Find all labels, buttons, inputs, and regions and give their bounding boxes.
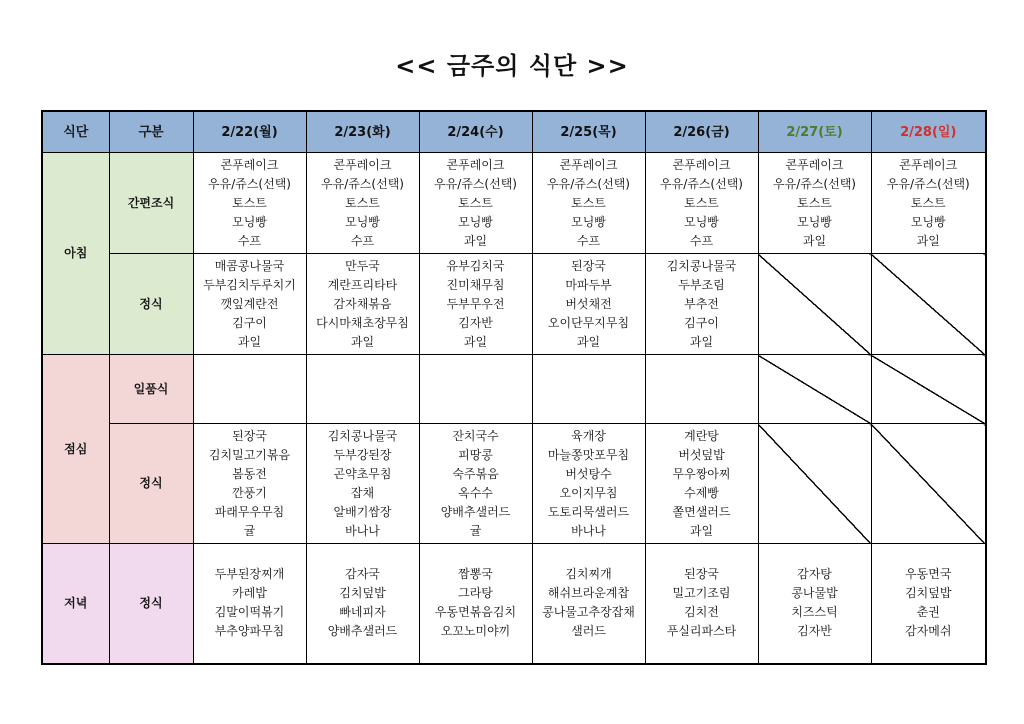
menu-cell xyxy=(758,544,871,664)
menu-item: 우유/쥬스(선택) xyxy=(434,176,517,191)
header-day: 2/22(월) xyxy=(193,111,306,153)
menu-item: 모닝빵 xyxy=(910,214,946,229)
menu-item: 치즈스틱 xyxy=(791,605,838,620)
row-breakfast-set xyxy=(42,254,986,355)
row-breakfast-simple xyxy=(42,153,986,254)
menu-item: 김치찌개 xyxy=(565,567,612,582)
menu-item: 과일 xyxy=(689,334,714,349)
menu-item: 콩나물고추장잡채 xyxy=(542,605,635,620)
menu-item: 짬뽕국 xyxy=(458,567,493,582)
meal-breakfast: 아침 xyxy=(42,153,109,355)
menu-item: 토스트 xyxy=(797,195,832,210)
menu-item: 우유/쥬스(선택) xyxy=(660,176,743,191)
menu-item: 계란탕 xyxy=(684,428,719,443)
menu-item: 두부조림 xyxy=(678,277,725,292)
menu-cell xyxy=(532,153,645,254)
menu-item: 그라탕 xyxy=(458,586,493,601)
menu-item: 진미채무침 xyxy=(446,277,505,292)
menu-item: 모닝빵 xyxy=(232,214,267,229)
menu-item: 버섯덮밥 xyxy=(678,447,725,462)
menu-cell-empty xyxy=(758,355,871,424)
menu-item-list xyxy=(646,565,758,641)
menu-item: 토스트 xyxy=(571,195,606,210)
menu-item: 양배추샐러드 xyxy=(327,624,398,639)
menu-item: 감자메쉬 xyxy=(905,624,952,639)
menu-item: 토스트 xyxy=(232,195,267,210)
menu-item: 오이지무침 xyxy=(559,485,618,500)
menu-item-list xyxy=(759,156,871,251)
menu-item-list xyxy=(420,565,532,641)
menu-item: 매콤콩나물국 xyxy=(214,258,285,273)
menu-item: 우동면국 xyxy=(905,567,952,582)
menu-item: 과일 xyxy=(237,334,262,349)
menu-item-list xyxy=(646,257,758,352)
menu-item-list xyxy=(194,427,306,541)
header-day: 2/24(수) xyxy=(419,111,532,153)
menu-item: 두부강된장 xyxy=(333,447,392,462)
menu-cell xyxy=(419,544,532,664)
menu-cell xyxy=(306,424,419,544)
menu-item: 모닝빵 xyxy=(458,214,493,229)
menu-cell xyxy=(193,424,306,544)
menu-item: 두부된장찌개 xyxy=(214,567,285,582)
menu-cell xyxy=(532,355,645,424)
menu-item: 토스트 xyxy=(345,195,380,210)
category-cell: 정식 xyxy=(109,254,193,355)
menu-item: 우동면볶음김치 xyxy=(434,605,517,620)
menu-item: 잡채 xyxy=(350,485,375,500)
menu-item: 된장국 xyxy=(232,428,267,443)
menu-item: 과일 xyxy=(802,233,827,248)
menu-item: 김치밀고기볶음 xyxy=(208,447,291,462)
menu-item-list xyxy=(307,257,419,352)
menu-cell xyxy=(306,254,419,355)
menu-item: 오꼬노미야끼 xyxy=(440,624,511,639)
menu-item: 과일 xyxy=(689,523,714,538)
menu-item: 우유/쥬스(선택) xyxy=(321,176,404,191)
row-dinner-set xyxy=(42,544,986,664)
menu-item: 밀고기조림 xyxy=(672,586,731,601)
menu-item: 피땅콩 xyxy=(458,447,493,462)
menu-item: 모닝빵 xyxy=(684,214,719,229)
menu-item: 김구이 xyxy=(232,315,267,330)
menu-cell xyxy=(645,254,758,355)
menu-item: 계란프리타타 xyxy=(327,277,398,292)
menu-item: 김치전 xyxy=(684,605,719,620)
menu-item: 김치콩나물국 xyxy=(327,428,398,443)
menu-cell xyxy=(306,355,419,424)
menu-item: 수프 xyxy=(237,233,262,248)
menu-item: 양배추샐러드 xyxy=(440,504,511,519)
menu-item-list xyxy=(872,565,986,641)
menu-item: 김치콩나물국 xyxy=(666,258,737,273)
menu-item-list xyxy=(194,156,306,251)
menu-item: 된장국 xyxy=(684,567,719,582)
menu-item: 귤 xyxy=(469,523,482,538)
menu-item: 김말이떡볶기 xyxy=(214,605,285,620)
menu-item: 수제빵 xyxy=(684,485,719,500)
menu-cell-empty xyxy=(871,424,986,544)
menu-item: 콘푸레이크 xyxy=(446,157,505,172)
menu-cell-empty xyxy=(871,355,986,424)
header-day: 2/23(화) xyxy=(306,111,419,153)
header-row xyxy=(42,111,986,153)
header-meal: 식단 xyxy=(42,111,109,153)
menu-item: 김구이 xyxy=(684,315,719,330)
weekly-menu-table xyxy=(41,110,987,665)
menu-cell xyxy=(532,544,645,664)
menu-item: 숙주볶음 xyxy=(452,466,499,481)
menu-item: 부추전 xyxy=(684,296,719,311)
menu-item-list xyxy=(420,427,532,541)
menu-item: 오이단무지무침 xyxy=(547,315,630,330)
menu-item-list xyxy=(533,427,645,541)
menu-item: 콘푸레이크 xyxy=(785,157,844,172)
menu-item: 우유/쥬스(선택) xyxy=(773,176,856,191)
menu-item: 된장국 xyxy=(571,258,606,273)
menu-item: 카레밥 xyxy=(232,586,267,601)
menu-item: 쫄면샐러드 xyxy=(672,504,731,519)
menu-item: 과일 xyxy=(463,334,488,349)
menu-cell-empty xyxy=(871,254,986,355)
menu-item: 마늘쫑맛포무침 xyxy=(547,447,630,462)
menu-item: 모닝빵 xyxy=(571,214,606,229)
menu-item: 토스트 xyxy=(458,195,493,210)
menu-cell xyxy=(645,544,758,664)
menu-item: 김치덮밥 xyxy=(339,586,386,601)
menu-item: 수프 xyxy=(350,233,375,248)
category-cell: 정식 xyxy=(109,544,193,664)
menu-item: 파래무우무침 xyxy=(214,504,285,519)
menu-cell xyxy=(532,424,645,544)
menu-item: 무우짱아찌 xyxy=(672,466,731,481)
menu-item: 잔치국수 xyxy=(452,428,499,443)
menu-item: 육개장 xyxy=(571,428,606,443)
menu-item: 콘푸레이크 xyxy=(220,157,279,172)
menu-item: 김자반 xyxy=(797,624,832,639)
menu-item: 콘푸레이크 xyxy=(559,157,618,172)
menu-item-list xyxy=(646,427,758,541)
menu-item: 옥수수 xyxy=(458,485,493,500)
menu-cell xyxy=(532,254,645,355)
menu-item: 곤약초무침 xyxy=(333,466,392,481)
menu-item-list xyxy=(307,565,419,641)
menu-item-list xyxy=(759,565,871,641)
menu-item: 버섯채전 xyxy=(565,296,612,311)
menu-cell xyxy=(758,153,871,254)
menu-item: 감자탕 xyxy=(797,567,832,582)
menu-cell xyxy=(193,254,306,355)
menu-item: 토스트 xyxy=(684,195,719,210)
menu-item: 과일 xyxy=(576,334,601,349)
menu-cell xyxy=(645,424,758,544)
menu-item: 다시마채초장무침 xyxy=(316,315,409,330)
menu-item-list xyxy=(307,156,419,251)
menu-item: 도토리묵샐러드 xyxy=(547,504,630,519)
menu-cell xyxy=(193,544,306,664)
menu-item: 두부김치두루치기 xyxy=(203,277,296,292)
menu-item: 우유/쥬스(선택) xyxy=(208,176,291,191)
menu-item: 깻잎계란전 xyxy=(220,296,279,311)
menu-item-list xyxy=(533,565,645,641)
category-cell: 일품식 xyxy=(109,355,193,424)
menu-item: 두부무우전 xyxy=(446,296,505,311)
menu-item: 토스트 xyxy=(910,195,946,210)
menu-item: 과일 xyxy=(916,233,940,248)
menu-cell xyxy=(419,355,532,424)
menu-item-list xyxy=(194,257,306,352)
menu-item: 우유/쥬스(선택) xyxy=(547,176,630,191)
header-day: 2/26(금) xyxy=(645,111,758,153)
meal-dinner: 저녁 xyxy=(42,544,109,664)
menu-item: 해쉬브라운계찹 xyxy=(547,586,630,601)
menu-item: 모닝빵 xyxy=(797,214,832,229)
menu-cell xyxy=(193,355,306,424)
menu-item-list xyxy=(194,565,306,641)
menu-item: 수프 xyxy=(689,233,714,248)
menu-item: 귤 xyxy=(243,523,256,538)
menu-item: 버섯탕수 xyxy=(565,466,612,481)
menu-item: 콩나물밥 xyxy=(791,586,838,601)
menu-item-list xyxy=(533,156,645,251)
menu-cell-empty xyxy=(758,254,871,355)
category-cell: 정식 xyxy=(109,424,193,544)
menu-cell xyxy=(645,153,758,254)
menu-item: 유부김치국 xyxy=(446,258,505,273)
menu-item: 빠네피자 xyxy=(339,605,386,620)
menu-item-list xyxy=(307,427,419,541)
menu-item: 모닝빵 xyxy=(345,214,380,229)
menu-item-list xyxy=(646,156,758,251)
menu-item: 봄동전 xyxy=(232,466,267,481)
menu-cell xyxy=(306,153,419,254)
menu-item-list xyxy=(872,156,986,251)
menu-item-list xyxy=(420,257,532,352)
meal-lunch: 점심 xyxy=(42,355,109,544)
page-title: << 금주의 식단 >> xyxy=(395,52,629,80)
menu-item: 춘권 xyxy=(916,605,940,620)
header-day: 2/25(목) xyxy=(532,111,645,153)
menu-item: 콘푸레이크 xyxy=(672,157,731,172)
menu-item: 감자채볶음 xyxy=(333,296,392,311)
menu-item: 깐풍기 xyxy=(232,485,267,500)
menu-item: 콘푸레이크 xyxy=(333,157,392,172)
menu-cell xyxy=(419,424,532,544)
menu-item: 바나나 xyxy=(571,523,606,538)
menu-cell-empty xyxy=(758,424,871,544)
menu-item: 바나나 xyxy=(345,523,380,538)
menu-cell xyxy=(871,544,986,664)
menu-item: 콘푸레이크 xyxy=(899,157,958,172)
menu-item-list xyxy=(533,257,645,352)
menu-cell xyxy=(193,153,306,254)
menu-cell xyxy=(645,355,758,424)
menu-item: 과일 xyxy=(350,334,375,349)
row-lunch-set xyxy=(42,424,986,544)
menu-item: 알배기쌈장 xyxy=(333,504,392,519)
header-day-saturday: 2/27(토) xyxy=(758,111,871,153)
menu-item: 수프 xyxy=(576,233,601,248)
menu-item: 샐러드 xyxy=(571,624,606,639)
menu-item: 푸실리파스타 xyxy=(666,624,737,639)
menu-item: 과일 xyxy=(463,233,488,248)
menu-item: 만두국 xyxy=(345,258,380,273)
menu-cell xyxy=(419,153,532,254)
menu-item: 부추양파무침 xyxy=(214,624,285,639)
menu-item: 김자반 xyxy=(458,315,493,330)
menu-cell xyxy=(419,254,532,355)
menu-item: 감자국 xyxy=(345,567,380,582)
header-day-sunday: 2/28(일) xyxy=(871,111,986,153)
row-lunch-single xyxy=(42,355,986,424)
category-cell: 간편조식 xyxy=(109,153,193,254)
menu-item: 우유/쥬스(선택) xyxy=(886,176,970,191)
menu-cell xyxy=(871,153,986,254)
menu-item: 김치덮밥 xyxy=(905,586,952,601)
menu-item: 마파두부 xyxy=(565,277,612,292)
menu-cell xyxy=(306,544,419,664)
header-category: 구분 xyxy=(109,111,193,153)
menu-item-list xyxy=(420,156,532,251)
